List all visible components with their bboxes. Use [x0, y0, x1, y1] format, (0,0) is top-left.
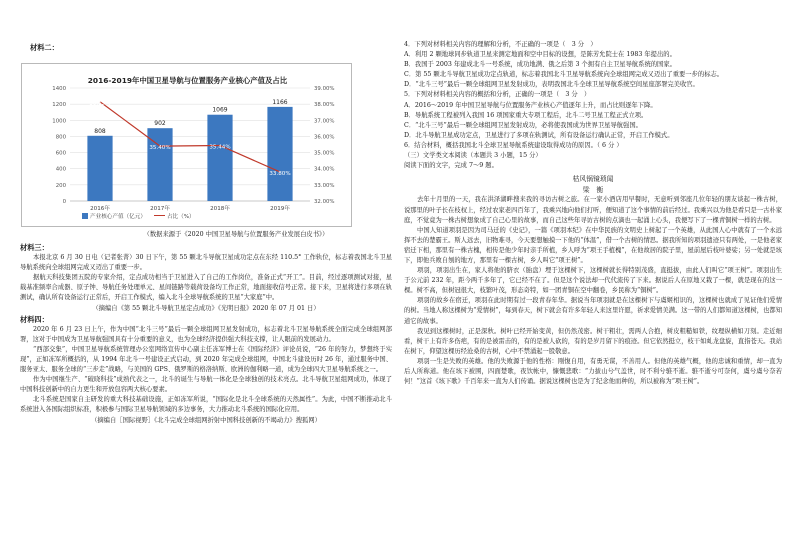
- line-value-label: 38.15%: [89, 100, 111, 107]
- y-left-tick-label: 600: [55, 150, 66, 157]
- chart-source: （数据来源于《2020 中国卫星导航与位置服务产业发展白皮书》）: [143, 231, 329, 238]
- bar: [87, 136, 112, 201]
- x-tick-label: 2017年: [150, 206, 170, 212]
- y-right-tick-label: 34.00%: [314, 166, 335, 173]
- y-right-tick-label: 37.00%: [314, 118, 335, 125]
- material-3-label: 材料三：: [20, 243, 49, 253]
- question-5-option-c: C．“北斗三号”最后一颗全球组网卫星发射成功，必将使我国成为世界卫星导航强国。: [404, 121, 642, 129]
- bar-value-label: 1166: [272, 98, 288, 106]
- section-3-instruction: 阅读下面的文字，完成 7～9 题。: [404, 162, 498, 170]
- material-4-para-2: “西部交集”，中国卫星导航系统管理办公室网络宣传中心副主任冻军博士在《国际经济》评论员说，“26 年的努力，梦想终于实现”，正如冻军所概括的，从 1994 年北斗一号建设正式启动，到 2020 年完成全球组网，中国北斗建设历时 26 年，通过服务中国、服务亚太、服务全球的“三步走”战略，与美国的 GPS、俄罗斯的格洛纳斯、欧洲的伽利略一道，成为全球四大卫星导航系统之一。: [20, 345, 392, 374]
- bar-value-label: 1069: [212, 106, 228, 114]
- story-para-3: 项羽，项羽出生在，家人将他的脐衣（胎盘）埋于这棵树下，这棵树就长得特别茂盛，直挺拔，由此人们叫它“项王树”。项羽出生于公元前 232 年，距今两千多年了，它已经不在了。但是这个说法却一代代流传了下来。据说后人在原地又栽了一棵，就是现在的这一棵。树不高，但树冠很大，枝繁叶茂，形态奇特，如一团青铜在空中翻卷，乡民称为“铜树”。: [404, 267, 782, 295]
- material-2-label: 材料二：: [30, 43, 59, 52]
- material-3-para-1: 本报北京 6 月 30 日电（记者张菁）30 日下午，第 55 颗北斗导航卫星成功定点在东经 110.5° 工作轨位，标志着我国北斗卫星导航系统向全球组网完成又迈出了重要一步。: [20, 254, 392, 272]
- y-left-tick-label: 0: [62, 199, 66, 205]
- material-4-para-4: 北斗系统是国家自主研发的重大科技基础设施，正如冻军所说，“国际化是北斗全球系统的天然属性”。为此，中国不断推动北斗系统进入各国际组织标准，积极参与国际卫星导航领域的多边事务，大力推动北斗系统的国际化应用。: [20, 396, 392, 414]
- left-text: [20, 230, 392, 550]
- y-left-tick-label: 1200: [52, 102, 66, 109]
- question-6: 6．结合材料，概括我国北斗全球卫星导航系统建设取得成功的原因。（ 6 分 ）: [404, 141, 623, 149]
- y-right-tick-label: 36.00%: [314, 134, 335, 141]
- line-value-label: 35.40%: [149, 145, 171, 152]
- question-4: 4．下列对材料相关内容的理解和分析，不正确的一项是（ 3 分 ）: [404, 41, 597, 48]
- material-4-para-3: 作为中国继生产、“破晓科技”成熟代表之一，北斗的诞生与导航一体化是全球独创的技术亮点。北斗导航卫星组网成功，体现了中国科技创新中的自力更生和开放包容两大核心要素。: [20, 376, 392, 394]
- section-3-heading: （三）文学类文本阅读（本题共 3 小题，15 分）: [404, 152, 542, 160]
- y-left-tick-label: 400: [55, 166, 66, 173]
- chart-plot: [22, 64, 353, 228]
- story-para-6: 项羽一生是失败的英雄。他的失败源于他的性格：刚愎自用，有勇无谋，不善用人。但他的英雄气概，他的忠诚和重情，却一直为后人所称道。他在垓下被围，四面楚歌，夜饮帐中，慷慨悲歌：“力拔山兮气盖世，时不利兮骓不逝。骓不逝兮可奈何，虞兮虞兮奈若何！”这首《垓下歌》千百年来一直为人们传诵。据说这棵树也是为了纪念他而种的，所以被称为“项王树”。: [404, 357, 782, 386]
- material-4-label: 材料四：: [20, 314, 49, 324]
- y-right-tick-label: 32.00%: [314, 199, 335, 205]
- story-para-4: 项羽的故乡在宿迁，项羽在此时期有过一段青春年华。据说当年项羽就是在这棵树下与虞姬相识的，这棵树也就成了见证他们爱情的树。当地人称这棵树为“爱情树”，每到春天，树下就会有许多年轻人来这里许愿，祈求爱情美满。这一带的人们都知道这棵树，也都知道它的故事。: [404, 297, 782, 325]
- chart-title: 2016-2019年中国卫星导航与位置服务产业核心产值及占比: [87, 76, 288, 85]
- legend-bar-label: 产业核心产值（亿元）: [90, 214, 146, 220]
- question-4-option-c: C．第 55 颗北斗导航卫星成功定点轨道，标志着我国北斗卫星导航系统向全球组网完成又迈出了重要一步的标志。: [404, 71, 724, 79]
- bar: [267, 107, 292, 201]
- story-para-1: 去年十月里的一天，我在洪泽湖畔搜来我的寻访古树之旅。在一家小酒店用早餐时，无意听到邻座几位年轻的朋友谈起一株古树，说那里的叶子长在枝杈上，经过农家老四百年了，我乘兴地向他们打听，便知道了这个事情的前后经过。我乘兴以为他是看只是一古朴家庭，不觉竟为一株古树想象成了自己心里的故事，而自己这些年寻访古树的点滴也一起涌上心头，我便写下了一棵青铜树一样的古树。: [404, 196, 782, 224]
- y-left-tick-label: 1400: [52, 86, 66, 92]
- chart-legend: [82, 212, 195, 220]
- y-right-tick-label: 35.00%: [314, 150, 335, 157]
- story-para-5: 我见到这棵树时，正是深秋。树叶已经开始变黄，但仍然茂密。树干粗壮，需两人合抱，树皮粗糙如铁，纹理纵横如刀刻。走近细看，树干上有许多伤疤，有的是被雷击的，有的是被人砍的，有的是岁月留下的痕迹。但它依然挺立，枝干如虬龙盘旋，直指苍天。我站在树下，仰望这棵历经沧桑的古树，心中不禁涌起一股敬意。: [404, 327, 782, 355]
- question-5-option-a: A．2016～2019 年中国卫星导航与位置服务产业核心产值逐年上升，而占比则逐年下降。: [404, 101, 657, 109]
- line-value-label: 33.80%: [269, 170, 291, 177]
- bar-value-label: 902: [154, 120, 166, 128]
- industry-chart: [21, 63, 352, 227]
- y-right-tick-label: 39.00%: [314, 86, 335, 92]
- bar-value-label: 808: [94, 127, 106, 135]
- question-5-option-d: D．北斗导航卫星成功定点，卫星进行了多项在轨测试，所有设备运行确认正常，开启工作模式。: [404, 131, 674, 139]
- share-line: [100, 102, 280, 172]
- story-author: 梁 衡: [582, 185, 604, 194]
- question-4-option-a: A．利用 2 颗地球同步轨道卫星来测定地面和空中目标的设想，是陈芳允院士在 1983 年提出的。: [404, 51, 676, 59]
- material-3-para-2: 据航天科技集团五院的专家介绍，定点成功相当于卫星进入了自己的工作岗位，准备正式“开工”。目前，经过逐项测试对接，星载基准频率合成器、原子钟、导航任务处理单元、星间链路等载荷设备均工作正常，地面接收信号正常。接下来，卫星将进行多项在轨测试，确认所有设备运行正常后，开启工作模式，编入北斗全球导航系统的卫星“大家庭”中。: [20, 274, 392, 302]
- x-tick-label: 2016年: [90, 206, 110, 212]
- x-tick-label: 2019年: [270, 206, 290, 212]
- question-5: 5．下列对材料相关内容的概括和分析，正确的一项是（ 3 分 ）: [404, 91, 591, 99]
- material-4-para-1: 2020 年 6 月 23 日上午，作为中国“北斗三号”最后一颗全球组网卫星发射成功，标志着北斗卫星导航系统全面完成全球组网部署，这对于中国成为卫星导航强国具有十分重要的意义，也为全球经济提供强大科技支撑，让人眼前的发展动力。: [20, 325, 392, 343]
- y-right-tick-label: 38.00%: [314, 102, 335, 109]
- question-4-option-d: D．“北斗三号”最后一颗全球组网卫星发射成功，表明我国北斗全球卫星导航系统空间星座部署完美收官。: [404, 81, 699, 89]
- y-left-tick-label: 800: [55, 134, 66, 141]
- question-4-option-b: B．我国于 2003 年建成北斗一号系统，成功地满、俄之后第 3 个拥有自主卫星导航系统的国家。: [404, 61, 676, 69]
- material-4-source: （摘编自［国际视野］《北斗完成全球组网折射中国科技创新的不竭动力》搜狐网）: [91, 416, 321, 424]
- bar: [207, 115, 232, 201]
- right-column: [404, 40, 782, 550]
- y-left-tick-label: 200: [55, 182, 66, 189]
- line-value-label: 35.44%: [209, 144, 231, 151]
- story-title: 枯风锅镜琐闻: [572, 175, 614, 184]
- legend-line-label: 占比（%）: [166, 214, 195, 220]
- legend-bar-swatch: [82, 213, 88, 219]
- x-tick-label: 2018年: [210, 206, 230, 212]
- legend-line-swatch: [154, 215, 165, 216]
- y-left-tick-label: 1000: [52, 118, 66, 125]
- y-right-tick-label: 33.00%: [314, 182, 335, 189]
- question-5-option-b: B．导航系统工程被列入我国 16 项国家重大专项工程后，北斗二号卫星工程正式立项。: [404, 111, 648, 119]
- story-para-2: 中国人知道项羽是因为司马迁的《史记》，一篇《项羽本纪》在中华民族的文明史上树起了一个英雄，从此国人心中就有了一个永远挥不去的楚霸王。斯人远去，旧物难寻，今天要想触摸一下他的“体温”，借一个古树的情思。据我所知的项羽遗迹只有两处，一是他老家宿迁下相，那里有一株古槐，相传是他少年时亲手所植，乡人呼为“项王手植槐”，在他故居的院子里，屋前屋后枝叶婆娑；另一处就是垓下，即他兵败自刎的地方，那里有一棵古树，乡人叫它“项王树”。: [404, 226, 782, 264]
- material-3-source: （摘编自《第 55 颗北斗导航卫星定点成功》《光明日报》2020 年 07 月 01 日）: [92, 304, 320, 312]
